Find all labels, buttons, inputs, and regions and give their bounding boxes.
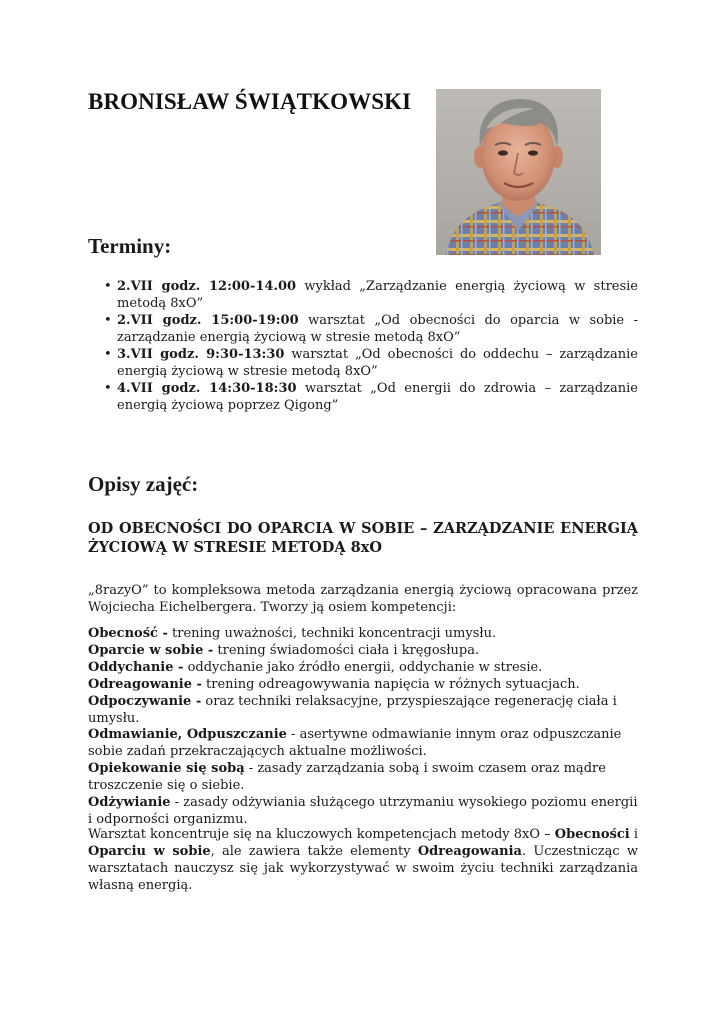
competence-text: trening odreagowywania napięcia w różnych sytuacjach. [201,676,580,692]
competence-text: - zasady zarządzania sobą i swoim czasem oraz mądre troszczenie się o siebie. [88,761,606,794]
bullet-icon: • [104,347,112,362]
terms-heading: Terminy: [88,234,172,258]
term-description: wykład „Zarządzanie energią życiową w stresie metodą 8xO” [117,279,638,311]
term-description: warsztat „Od obecności do oparcia w sobie - zarządzanie energią życiową w stresie metodą 8xO” [117,313,638,345]
list-item [88,626,638,643]
intro-paragraph: „8razyO” to kompleksowa metoda zarządzania energią życiową opracowana przez Wojciecha Eichelbergera. Tworzy ją osiem kompetencji: [88,583,638,615]
competence-text: oraz techniki relaksacyjne, przyspieszające regenerację ciała i umysłu. [88,693,617,726]
portrait-photo [436,89,601,255]
speaker-name: BRONISŁAW ŚWIĄTKOWSKI [88,89,412,114]
competence-term: Odmawianie, Odpuszczanie [88,727,287,743]
competence-term: Oddychanie - [88,659,184,675]
closing-text: Warsztat koncentruje się na kluczowych kompetencjach metody 8xO – [88,827,555,842]
term-date: 2.VII godz. 12:00-14.00 [117,279,297,294]
list-item [88,643,638,660]
competence-text: trening świadomości ciała i kręgosłupa. [213,642,480,658]
list-item [88,694,638,728]
list-item [104,381,638,414]
term-date: 3.VII godz. 9:30-13:30 [117,347,285,362]
term-date: 4.VII godz. 14:30-18:30 [117,381,297,396]
list-item [104,347,638,380]
section-title [88,519,638,557]
portrait-photo-icon [436,89,601,255]
term-date: 2.VII godz. 15:00-19:00 [117,313,299,328]
competence-term: Odżywianie [88,795,171,811]
closing-text: i [629,827,638,842]
competence-term: Odpoczywanie - [88,693,202,709]
closing-emphasis: Odreagowania [417,844,522,859]
closing-text: , ale zawiera także elementy [210,844,418,859]
term-description: warsztat „Od obecności do oddechu – zarządzanie energią życiową w stresie metodą 8xO” [117,347,638,379]
bullet-icon: • [104,279,112,294]
competence-term: Oparcie w sobie - [88,642,214,658]
closing-emphasis: Oparciu w sobie [88,844,211,859]
competence-text: - zasady odżywiania służącego utrzymaniu wysokiego poziomu energii i odporności organizmu. [88,795,638,827]
terms-list [104,279,638,415]
competence-text: - asertywne odmawianie innym oraz odpuszczanie sobie zadań przekraczających aktualne możliwości. [88,727,622,760]
list-item [88,727,638,761]
closing-paragraph [88,826,638,894]
competence-term: Obecność - [88,626,168,641]
section-title-line2: ŻYCIOWĄ W STRESIE METODĄ 8xO [88,539,383,556]
competence-text: trening uważności, techniki koncentracji umysłu. [167,626,497,641]
list-item [88,795,638,829]
bullet-icon: • [104,381,112,396]
competence-text: oddychanie jako źródło energii, oddychanie w stresie. [183,659,543,675]
closing-emphasis: Obecności [554,827,630,842]
list-item [88,660,638,677]
bullet-icon: • [104,313,112,328]
term-description: warsztat „Od energii do zdrowia – zarządzanie energią życiową poprzez Qigong” [117,381,638,413]
competence-term: Opiekowanie się sobą [88,761,245,777]
descriptions-heading: Opisy zajęć: [88,472,199,496]
list-item [88,761,638,795]
closing-text: . Uczestnicząc w warsztatach nauczysz się jak wykorzystywać w swoim życiu techniki zarządzania własną energią. [88,844,639,893]
list-item [104,279,638,312]
competence-term: Odreagowanie - [88,676,202,692]
list-item [88,677,638,694]
section-title-line1: OD OBECNOŚCI DO OPARCIA W SOBIE – ZARZĄDZANIE ENERGIĄ [88,520,638,537]
competences-list [88,626,638,829]
list-item [104,313,638,346]
